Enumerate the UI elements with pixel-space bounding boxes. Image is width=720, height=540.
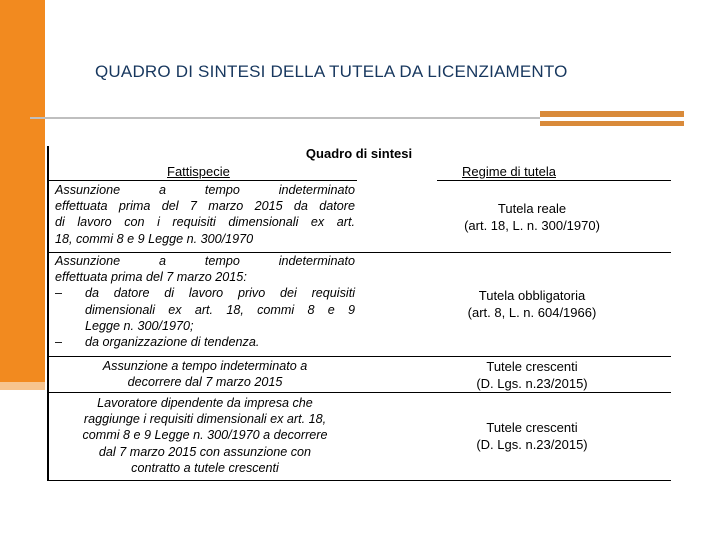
text-line: Tutela reale: [497, 201, 567, 216]
dash-marker: –: [55, 335, 63, 350]
row-4-fattispecie: [55, 395, 355, 476]
text-line: contratto a tutele crescenti: [131, 460, 279, 475]
text-line: di lavoro con i requisiti dimensionali ex art.: [55, 215, 355, 230]
text-line: Assunzione a tempo indeterminato: [55, 254, 355, 268]
dash-marker: –: [55, 286, 63, 301]
divider-accent-block-bottom: [540, 121, 684, 126]
text-line: da datore di lavoro privo dei requisiti: [85, 286, 355, 301]
text-line: Legge n. 300/1970;: [85, 318, 194, 333]
row-divider: [47, 356, 671, 357]
row-4-regime: [397, 420, 667, 453]
text-line: dal 7 marzo 2015 con assunzione con: [98, 444, 312, 459]
text-line: Tutele crescenti: [486, 359, 578, 374]
accent-sidebar-fade: [0, 382, 45, 390]
text-line: decorrere dal 7 marzo 2015: [127, 375, 283, 390]
text-line: effettuata prima del 7 marzo 2015 da datore: [55, 199, 355, 214]
text-line: (art. 18, L. n. 300/1970): [464, 217, 600, 233]
row-3-fattispecie: [55, 358, 355, 390]
text-line: Assunzione a tempo indeterminato: [55, 183, 355, 197]
row-2-regime: [397, 288, 667, 321]
summary-table-image: [47, 146, 671, 482]
list-item: [55, 285, 355, 334]
text-line: raggiunge i requisiti dimensionali ex art. 18,: [83, 412, 327, 427]
table-left-border: [47, 146, 49, 481]
table-heading: Quadro di sintesi: [305, 146, 413, 161]
accent-sidebar-bar: [0, 0, 45, 382]
text-line: Tutele crescenti: [486, 420, 578, 435]
header-underline-right: [437, 180, 671, 181]
text-line: Assunzione a tempo indeterminato a: [102, 359, 308, 373]
row-divider: [47, 392, 671, 393]
text-line: dimensionali ex art. 18, commi 8 e 9: [85, 302, 355, 317]
row-3-regime: [397, 359, 667, 392]
column-header-fattispecie: Fattispecie: [167, 164, 230, 179]
column-header-regime: Regime di tutela: [462, 164, 556, 179]
text-line: (D. Lgs. n.23/2015): [476, 436, 588, 452]
title-divider-line: [30, 117, 540, 119]
divider-accent-block-top: [540, 111, 684, 117]
header-underline-left: [47, 180, 357, 181]
text-line: commi 8 e 9 Legge n. 300/1970 a decorrere: [82, 428, 328, 443]
text-line: Tutela obbligatoria: [478, 288, 586, 303]
table-bottom-border: [47, 480, 671, 481]
row-2-fattispecie: [55, 253, 355, 350]
text-line: 18, commi 8 e 9 Legge n. 300/1970: [55, 231, 254, 246]
list-item: [55, 334, 355, 350]
slide-title: QUADRO DI SINTESI DELLA TUTELA DA LICENZIAMENTO: [95, 62, 568, 81]
text-line: da organizzazione di tendenza.: [85, 335, 260, 350]
row-1-regime: [397, 201, 667, 234]
text-line: effettuata prima del 7 marzo 2015:: [55, 270, 247, 285]
text-line: Lavoratore dipendente da impresa che: [97, 396, 313, 410]
text-line: (art. 8, L. n. 604/1966): [467, 304, 597, 320]
text-line: (D. Lgs. n.23/2015): [476, 375, 588, 391]
row-1-fattispecie: [55, 182, 355, 247]
